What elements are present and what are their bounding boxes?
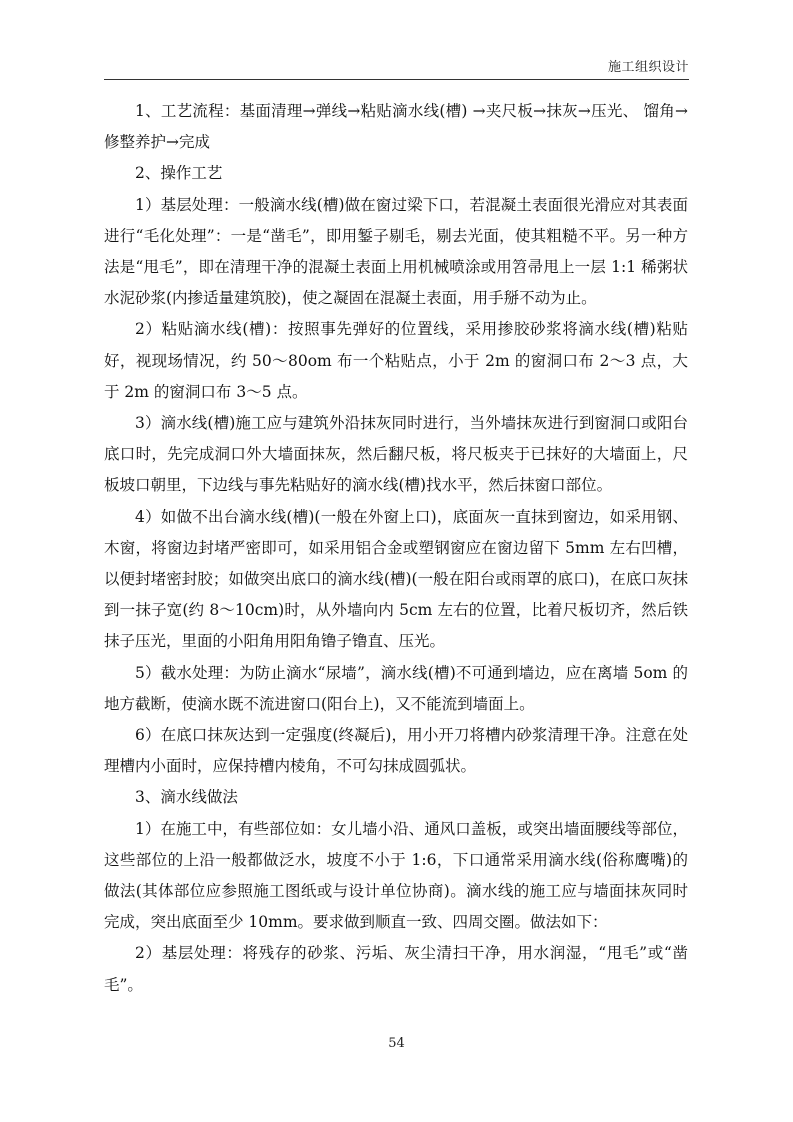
- header-rule: [104, 79, 689, 80]
- paragraph-groove-cleaning: 6）在底口抹灰达到一定强度(终凝后)，用小开刀将槽内砂浆清理干净。注意在处理槽内小面时，应保持槽内棱角，不可勾抹成圆弧状。: [104, 726, 688, 776]
- document-body: [104, 96, 688, 1001]
- paragraph-plastering-sync: 3）滴水线(槽)施工应与建筑外沿抹灰同时进行，当外墙抹灰进行到窗洞口或阳台底口时，先完成洞口外大墙面抹灰，然后翻尺板，将尺板夹于已抹好的大墙面上，尺板坡口朝里，下边线与事先粘贴好的滴水线(槽)找水平，然后抹窗口部位。: [104, 414, 688, 495]
- paragraph-base-cleaning: 2）基层处理：将残存的砂浆、污垢、灰尘清扫干净，用水润湿，“甩毛”或“凿毛”。: [104, 944, 688, 994]
- page-number: 54: [388, 1036, 405, 1051]
- heading-drip-line-method: 3、滴水线做法: [135, 788, 238, 807]
- paragraph-base-treatment: 1）基层处理：一般滴水线(槽)做在窗过梁下口，若混凝土表面很光滑应对其表面进行“毛化处理”：一是“凿毛”，即用錾子剔毛，剔去光面，使其粗糙不平。另一种方法是“甩毛”，即在清理干净的混凝土表面上用机械喷涂或用笤帚甩上一层 1:1 稀粥状水泥砂浆(内掺适量建筑胶)，使之凝固在混凝土表面，用手掰不动为止。: [104, 195, 688, 308]
- header-title: 施工组织设计: [607, 60, 689, 75]
- paragraph-construction-parts: 1）在施工中，有些部位如：女儿墙小沿、通风口盖板，或突出墙面腰线等部位，这些部位的上沿一般都做泛水，坡度不小于 1:6，下口通常采用滴水线(俗称鹰嘴)的做法(其体部位应参照施工图纸或与设计单位协商)。滴水线的施工应与墙面抹灰同时完成，突出底面至少 10mm。要求做到顺直一致、四周交圈。做法如下：: [104, 819, 688, 932]
- paragraph-process-flow: 1、工艺流程：基面清理→弹线→粘贴滴水线(槽) →夹尺板→抹灰→压光、 馏角→修整养护→完成: [104, 102, 688, 152]
- paragraph-paste-drip-line: 2）粘贴滴水线(槽)：按照事先弹好的位置线，采用掺胶砂浆将滴水线(槽)粘贴好，视现场情况，约 50～80om 布一个粘贴点，小于 2m 的窗洞口布 2～3 点，大于 2m 的窗洞口布 3～5 点。: [104, 320, 688, 401]
- paragraph-window-edge: 4）如做不出台滴水线(槽)(一般在外窗上口)，底面灰一直抹到窗边，如采用钢、木窗，将窗边封堵严密即可，如采用铝合金或塑钢窗应在窗边留下 5mm 左右凹槽，以便封堵密封胶；如做突出底口的滴水线(槽)(一般在阳台或雨罩的底口)，在底口灰抹到一抹子宽(约 8～10cm)时，从外墙向内 5cm 左右的位置，比着尺板切齐，然后铁抹子压光，里面的小阳角用阳角镥子镥直、压光。: [104, 507, 688, 651]
- heading-operation-technique: 2、操作工艺: [135, 164, 223, 183]
- paragraph-water-cutoff: 5）截水处理：为防止滴水“尿墙”，滴水线(槽)不可通到墙边，应在离墙 5om 的地方截断，使滴水既不流进窗口(阳台上)，又不能流到墙面上。: [104, 663, 688, 713]
